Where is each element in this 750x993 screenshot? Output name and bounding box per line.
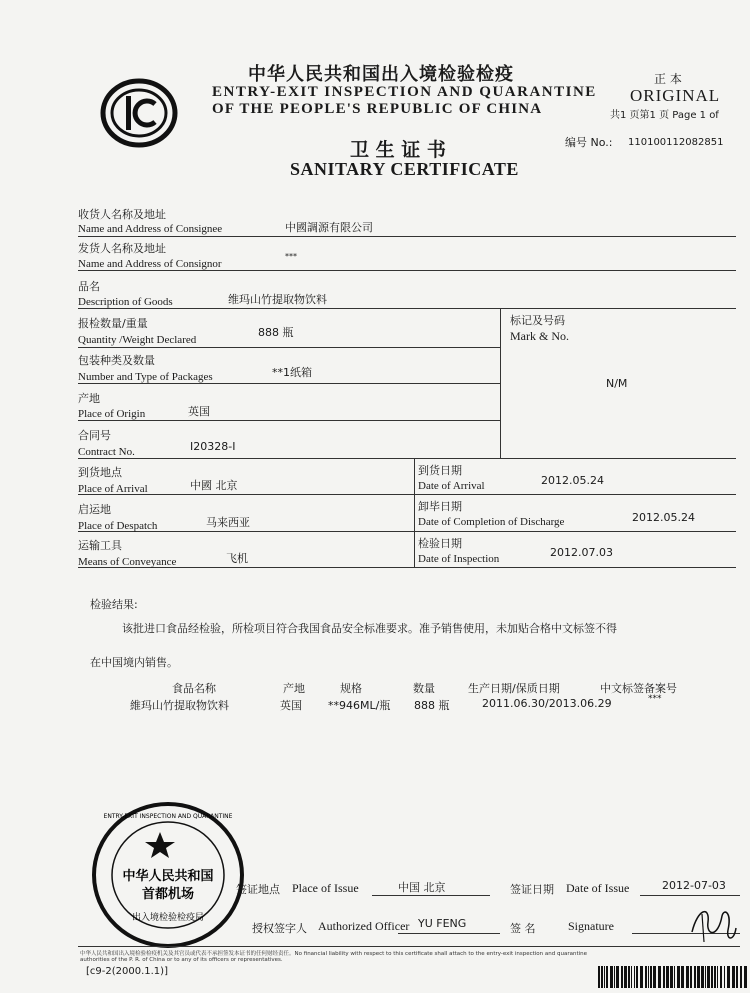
despatch-label-cn: 启运地 [78,503,111,516]
table-cell-spec: **946ML/瓶 [328,699,391,712]
barcode-bar [606,966,608,988]
rule-conveyance [78,567,736,568]
barcode-bar [690,966,692,988]
origin-label-cn: 产地 [78,392,100,405]
results-line-2: 在中国境内销售。 [90,656,178,669]
original-en: ORIGINAL [630,86,721,105]
consignee-value: 中國調源有限公司 [285,221,373,234]
barcode-bar [616,966,619,988]
signature-en: Signature [568,919,614,933]
barcode-bar [736,966,738,988]
authorized-officer-en: Authorized Officer [318,919,410,933]
table-cell-dates: 2011.06.30/2013.06.29 [482,697,612,710]
consignor-value: *** [285,252,297,261]
rule-origin [78,420,500,421]
cert-number-label: 编号 No.: [565,136,613,149]
table-cell-origin: 英国 [280,699,302,712]
seal-text-cn-2: 首都机场 [141,887,195,902]
date-of-issue-cn: 签证日期 [510,883,554,896]
barcode-bar [714,966,716,988]
discharge-label-cn: 卸毕日期 [418,500,462,513]
cert-number-value: 110100112082851 [628,137,724,148]
authorized-officer-cn: 授权签字人 [252,922,307,935]
header-title-en-2: OF THE PEOPLE'S REPUBLIC OF CHINA [212,101,543,117]
barcode-bar [720,966,722,988]
barcode-bar [686,966,689,988]
rule-quantity [78,347,500,348]
discharge-value: 2012.05.24 [632,511,695,524]
table-header-dates: 生产日期/保质日期 [468,682,560,695]
doc-title-en: SANITARY CERTIFICATE [290,159,519,179]
signature-cn: 签 名 [510,922,536,935]
barcode-bar [601,966,603,988]
barcode-bar [717,966,718,988]
barcode-bar [634,966,635,988]
contract-value: I20328-I [190,440,236,453]
arrival-place-label-cn: 到货地点 [78,466,122,479]
conveyance-value: 飞机 [226,552,248,565]
barcode-bar [697,966,700,988]
barcode-bar [624,966,627,988]
table-header-qty: 数量 [413,682,435,695]
marks-label-cn: 标记及号码 [510,314,565,327]
goods-value: 维玛山竹提取物饮料 [228,293,327,306]
barcode-bar [653,966,656,988]
rule-place-of-issue [372,895,490,896]
despatch-value: 马来西亚 [206,516,250,529]
barcode-bar [658,966,661,988]
form-code: [c9-2(2000.1.1)] [86,966,168,977]
barcode-bar [740,966,742,988]
contract-label-en: Contract No. [78,446,135,458]
barcode-bar [598,966,600,988]
contract-label-cn: 合同号 [78,429,111,442]
packages-label-cn: 包装种类及数量 [78,354,155,367]
original-cn: 正 本 [654,72,682,86]
barcode-bar [711,966,713,988]
results-line-1: 该批进口食品经检验，所检项目符合我国食品安全标准要求。准予销售使用，未加贴合格中文标签不得 [122,622,617,635]
date-of-issue-en: Date of Issue [566,881,630,895]
consignor-label-cn: 发货人名称及地址 [78,242,166,255]
conveyance-label-cn: 运输工具 [78,539,122,552]
seal-text-top: ENTRY-EXIT INSPECTION AND QUARANTINE [103,813,233,820]
doc-title-cn: 卫 生 证 书 [350,139,446,161]
barcode-bar [640,966,643,988]
rule-packages [78,383,500,384]
rule-date-of-issue [640,895,740,896]
barcode-bar [677,966,680,988]
table-header-name: 食品名称 [172,682,216,695]
rule-arrival [78,494,736,495]
origin-value: 英国 [188,405,210,418]
barcode-bar [681,966,684,988]
date-of-issue-value: 2012-07-03 [662,879,726,892]
seal-text-cn-3: 出入境检验检疫局 [131,913,205,923]
seal-text-cn-1: 中华人民共和国 [122,869,214,884]
place-of-issue-en: Place of Issue [292,881,359,895]
barcode-bar [610,966,613,988]
barcode-bar [636,966,638,988]
rule-officer [398,933,500,934]
table-cell-qty: 888 瓶 [414,699,450,712]
page-info: 共1 页第1 页 Page 1 of [610,110,719,121]
barcode-bar [631,966,632,988]
quantity-label-cn: 报检数量/重量 [78,317,148,330]
origin-label-en: Place of Origin [78,408,146,420]
official-seal [90,800,246,950]
barcode-bar [666,966,669,988]
inspection-label-cn: 检验日期 [418,537,462,550]
barcode-bar [663,966,665,988]
barcode-bar [648,966,649,988]
barcode-bar [645,966,647,988]
barcode-bar [705,966,706,988]
marks-value: N/M [606,377,628,390]
despatch-label-en: Place of Despatch [78,520,158,532]
rule-footer [78,946,740,947]
place-of-issue-cn: 签证地点 [236,883,280,896]
barcode-bar [724,966,725,988]
consignee-label-en: Name and Address of Consignee [78,223,223,235]
barcode-bar [604,966,605,988]
arrival-date-label-en: Date of Arrival [418,480,485,492]
packages-value: **1纸箱 [272,366,312,379]
table-header-origin: 产地 [283,682,305,695]
disclaimer-line-2: authorities of the P. R. of China or to any of its officers or representatives. [80,957,283,963]
barcode-bar [674,966,675,988]
consignor-label-en: Name and Address of Consignor [78,258,222,270]
arrival-place-value: 中國 北京 [190,479,238,492]
table-header-label-reg: 中文标签备案号 [600,682,677,695]
barcode-bar [621,966,623,988]
rule-mark-divider [500,308,501,458]
disclaimer-line-1: 中华人民共和国出入境检验检疫机关及其官员或代表不承担签发本证书的任何财经责任。No financial liability with respect to this certificate shall attach to the entry-exit inspection and quarantine [80,951,588,957]
barcode-bar [614,966,615,988]
barcode-bar [727,966,730,988]
rule-goods [78,308,736,309]
arrival-date-label-cn: 到货日期 [418,464,462,477]
barcode-bar [628,966,630,988]
table-cell-name: 維玛山竹提取物饮料 [130,699,229,712]
authorized-officer-value: YU FENG [418,917,467,930]
barcode-bar [670,966,673,988]
place-of-issue-value: 中国 北京 [398,881,446,894]
quantity-label-en: Quantity /Weight Declared [78,334,197,346]
barcode-bar [732,966,735,988]
barcode-bar [707,966,710,988]
barcode-bar [694,966,696,988]
header-title-cn: 中华人民共和国出入境检验检疫 [248,64,514,85]
arrival-date-value: 2012.05.24 [541,474,604,487]
table-header-spec: 规格 [340,682,362,695]
rule-date-divider [414,458,415,568]
goods-label-en: Description of Goods [78,296,173,308]
header-title-en-1: ENTRY-EXIT INSPECTION AND QUARANTINE [212,84,597,100]
discharge-label-en: Date of Completion of Discharge [418,516,565,528]
arrival-place-label-en: Place of Arrival [78,483,148,495]
quantity-value: 888 瓶 [258,326,294,339]
barcode-bar [701,966,704,988]
rule-consignor [78,270,736,271]
barcode-bar [650,966,652,988]
rule-despatch [78,531,736,532]
packages-label-en: Number and Type of Packages [78,371,213,383]
rule-consignee [78,236,736,237]
goods-label-cn: 品名 [78,280,100,293]
ciq-logo [100,78,178,148]
conveyance-label-en: Means of Conveyance [78,556,177,568]
handwritten-signature [688,902,738,946]
results-heading: 检验结果: [90,598,138,611]
consignee-label-cn: 收货人名称及地址 [78,208,166,221]
marks-label-en: Mark & No. [510,329,569,343]
barcode-bar [744,966,747,988]
inspection-label-en: Date of Inspection [418,553,500,565]
rule-contract [78,458,736,459]
table-cell-label-reg: *** [648,694,662,704]
barcode [598,966,748,988]
inspection-value: 2012.07.03 [550,546,613,559]
